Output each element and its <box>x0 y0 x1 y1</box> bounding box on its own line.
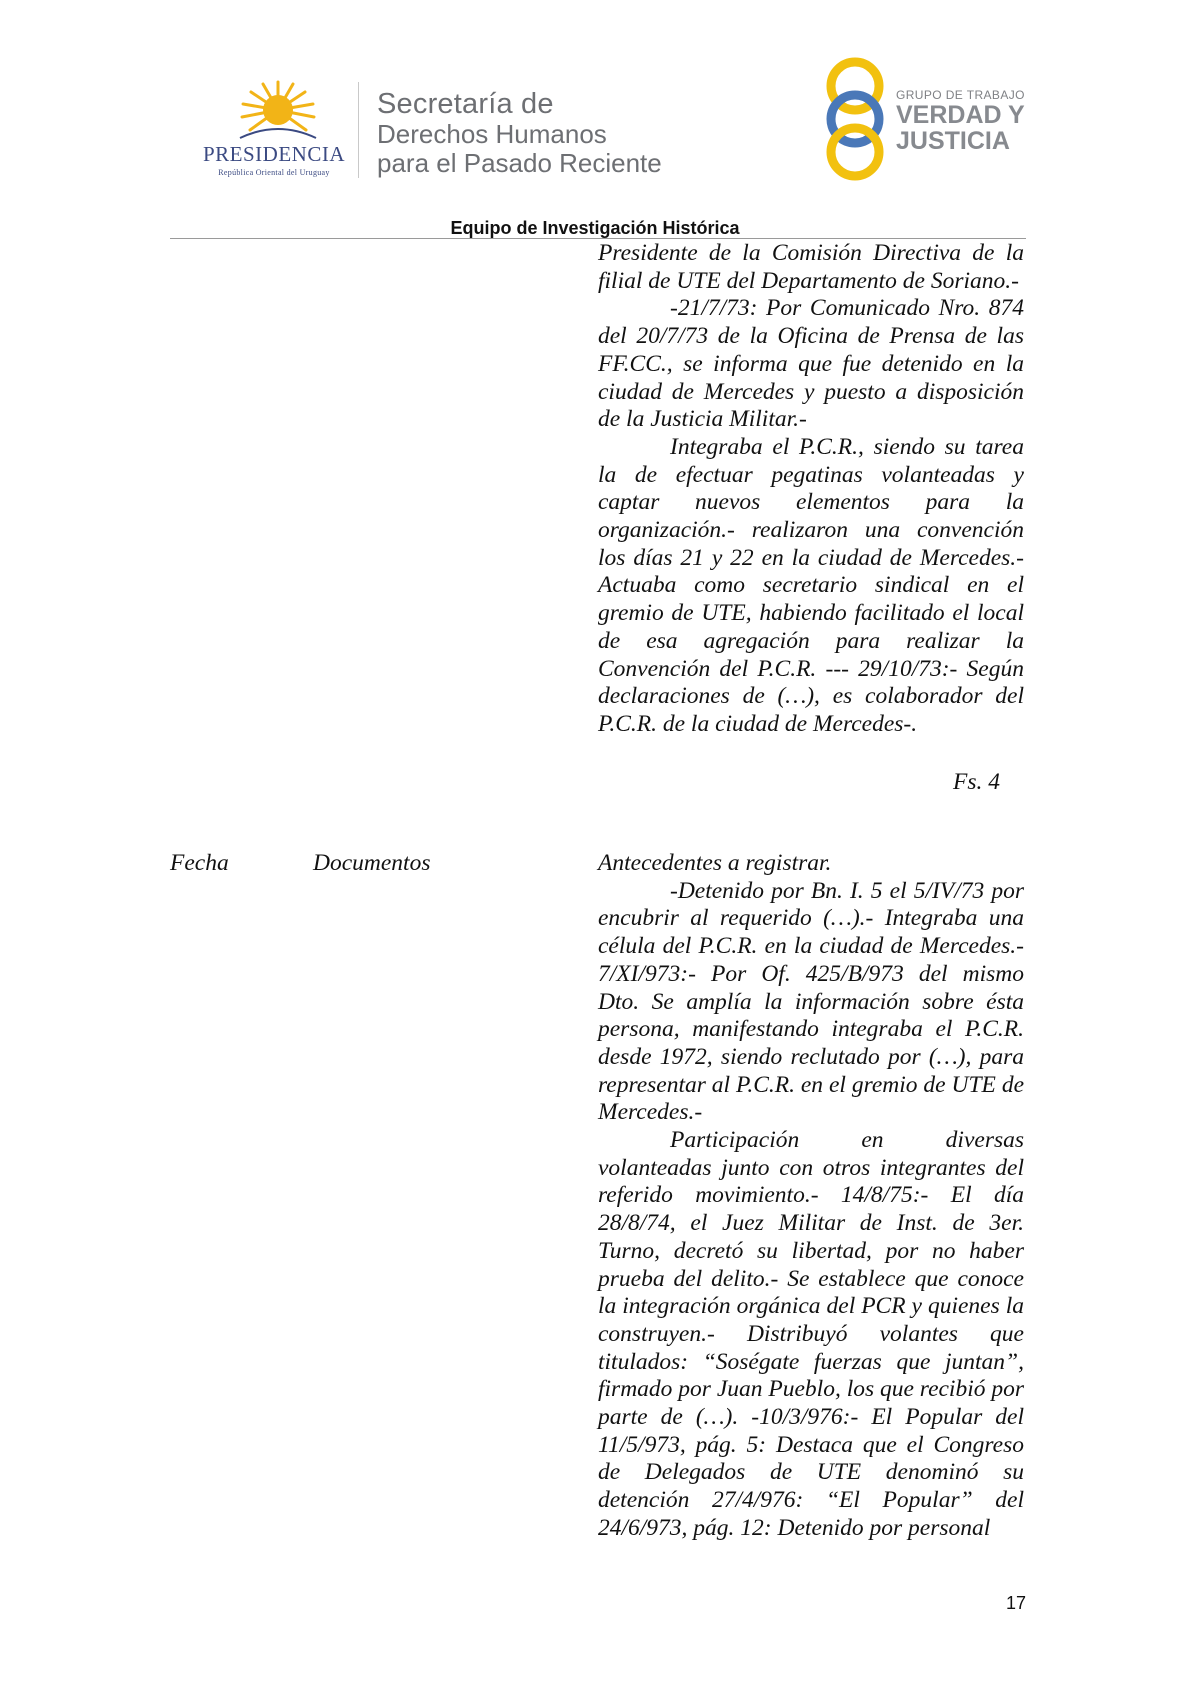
sun-emblem-icon <box>238 80 318 142</box>
presidencia-logo <box>196 80 352 180</box>
section-1-paragraph-3: Integraba el P.C.R., siendo su tarea la de efectuar pegatinas volanteadas y captar nuevos elementos para la organización.- realizaron una convención los días 21 y 22 en la ciudad de Mercedes.- Actuaba como secretario sindical en el gremio de UTE, habiendo facilitado el local de esa agregación para realizar la Convención del P.C.R. --- 29/10/73:- Según declaraciones de (…), es colaborador del P.C.R. de la ciudad de Mercedes-. <box>598 433 1024 737</box>
folio-number: Fs. 4 <box>953 769 1000 795</box>
fecha-label: Fecha <box>170 850 229 876</box>
section-1-paragraph-2: -21/7/73: Por Comunicado Nro. 874 del 20/7/73 de la Oficina de Prensa de las FF.CC., se informa que fue detenido en la ciudad de Mercedes y puesto a disposición de la Justicia Militar.- <box>598 295 1024 433</box>
section-2-heading: Antecedentes a registrar. <box>598 850 832 876</box>
presidencia-name: PRESIDENCIA <box>202 142 345 166</box>
gtvj-line-1: GRUPO DE TRABAJO <box>896 88 1025 102</box>
presidencia-subtitle: República Oriental del Uruguay <box>218 168 330 177</box>
interlocking-rings-icon <box>822 56 888 182</box>
section-1-paragraph-1: Presidente de la Comisión Directiva de la filial de UTE del Departamento de Soriano.- <box>598 240 1024 294</box>
secretaria-line-1: Secretaría de <box>377 88 554 120</box>
header-rule <box>170 238 1026 239</box>
secretaria-line-2: Derechos Humanos <box>377 119 607 149</box>
documentos-label: Documentos <box>313 850 431 876</box>
section-1-text <box>598 240 1024 739</box>
verdad-justicia-logo <box>822 56 1032 182</box>
header-divider <box>358 82 359 178</box>
gtvj-line-2: VERDAD Y <box>896 101 1025 129</box>
gtvj-line-3: JUSTICIA <box>896 127 1010 155</box>
secretaria-line-3: para el Pasado Reciente <box>377 148 662 178</box>
section-2-text <box>598 850 1024 1543</box>
secretaria-logo-text <box>377 88 662 178</box>
team-heading: Equipo de Investigación Histórica <box>450 218 740 238</box>
page-number: 17 <box>1005 1593 1026 1613</box>
section-2-paragraph-1: -Detenido por Bn. I. 5 el 5/IV/73 por encubrir al requerido (…).- Integraba una célula del P.C.R. en la ciudad de Mercedes.- 7/XI/973:- Por Of. 425/B/973 del mismo Dto. Se amplía la información sobre ésta persona, manifestando integraba el P.C.R. desde 1972, siendo reclutado por (…), para representar al P.C.R. en el gremio de UTE de Mercedes.- <box>598 877 1024 1126</box>
section-2-paragraph-2: Participación en diversas volanteadas junto con otros integrantes del referido movimiento.- 14/8/75:- El día 28/8/74, el Juez Militar de Inst. de 3er. Turno, decretó su libertad, por no haber prueba del delito.- Se establece que conoce la integración orgánica del PCR y quienes la construyen.- Distribuyó volantes que titulados: “Soségate fuerzas que juntan”, firmado por Juan Pueblo, los que recibió por parte de (…). -10/3/976:- El Popular del 11/5/973, pág. 5: Destaca que el Congreso de Delegados de UTE denominó su detención 27/4/976: “El Popular” del 24/6/973, pág. 12: Detenido por personal <box>598 1127 1025 1541</box>
